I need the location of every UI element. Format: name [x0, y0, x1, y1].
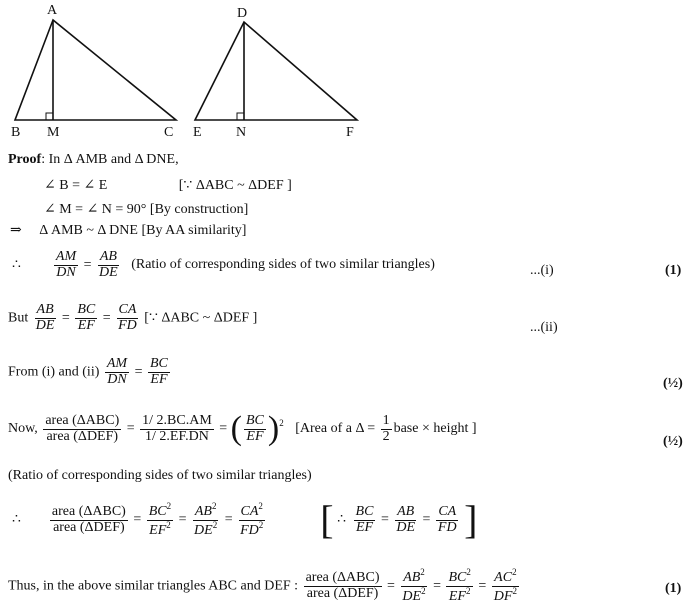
label-a: A	[47, 3, 58, 18]
triangle-abc	[15, 20, 176, 120]
eq-line-area: Now, $\frac{\text{area (ΔABC)}}{\text{area (ΔDEF)}}$ = $\frac{1/ 2.BC.AM}{1/ 2.EF.DN}$ = ( $\frac{BC}{EF}$ )$^2$ [Area of a Δ = $\frac{1}{2}$ base × height ]	[8, 410, 477, 447]
label-n: N	[236, 125, 247, 140]
triangle-def	[195, 22, 357, 120]
eq-line-ii: But $\frac{AB}{DE}$ = $\frac{BC}{EF}$ = $\frac{CA}{FD}$ [∵ ΔABC ~ ΔDEF ]	[8, 302, 258, 333]
marks-2: (1)	[665, 581, 682, 596]
label-b: B	[11, 125, 21, 140]
step-similarity: ⇒ Δ AMB ~ Δ DNE [By AA similarity]	[10, 223, 247, 238]
right-angle-m	[46, 113, 53, 120]
label-f: F	[346, 125, 354, 140]
tag-ii: ...(ii)	[530, 320, 558, 335]
step-angle-m: ∠ M = ∠ N = 90° [By construction]	[44, 202, 249, 217]
label-m: M	[47, 125, 60, 140]
label-e: E	[193, 125, 202, 140]
proof-heading: Proof	[8, 152, 42, 167]
step-angle-b: ∠ B = ∠ E [∵ ΔABC ~ ΔDEF ]	[44, 178, 292, 193]
right-angle-n	[237, 113, 244, 120]
marks-1: (1)	[665, 263, 682, 278]
eq-line-combined: From (i) and (ii) $\frac{AM}{DN}$ = $\frac{BC}{EF}$	[8, 356, 168, 387]
proof-line	[8, 152, 179, 168]
label-c: C	[164, 125, 174, 140]
ratio-note: (Ratio of corresponding sides of two similar triangles)	[8, 468, 312, 483]
eq-line-squares: ∴ $\frac{\text{area (ΔABC)}}{\text{area (ΔDEF)}}$ = $\frac{BC^2}{EF^2}$ = $\frac{AB^2}{DE^2}$ = $\frac{CA^2}{FD^2}$ [ ∴ $\frac{BC}{EF}$ = $\frac{AB}{DE}$ = $\frac{CA}{FD}$ ]	[12, 497, 478, 542]
marks-half-1: (½)	[663, 376, 683, 391]
triangles-figure	[0, 0, 690, 150]
proof-intro: : In Δ AMB and Δ DNE,	[41, 152, 179, 167]
marks-half-2: (½)	[663, 434, 683, 449]
tag-i: ...(i)	[530, 263, 554, 278]
conclusion-line: Thus, in the above similar triangles ABC and DEF : $\frac{\text{area (ΔABC)}}{\text{area (ΔDEF)}}$ = $\frac{AB^2}{DE^2}$ = $\frac{BC^2}{EF^2}$ = $\frac{AC^2}{DF^2}$	[8, 567, 517, 604]
label-d: D	[237, 6, 248, 21]
eq-line-i: ∴ $\frac{AM}{DN}$ = $\frac{AB}{DE}$ (Ratio of corresponding sides of two similar triangles)	[12, 249, 435, 280]
